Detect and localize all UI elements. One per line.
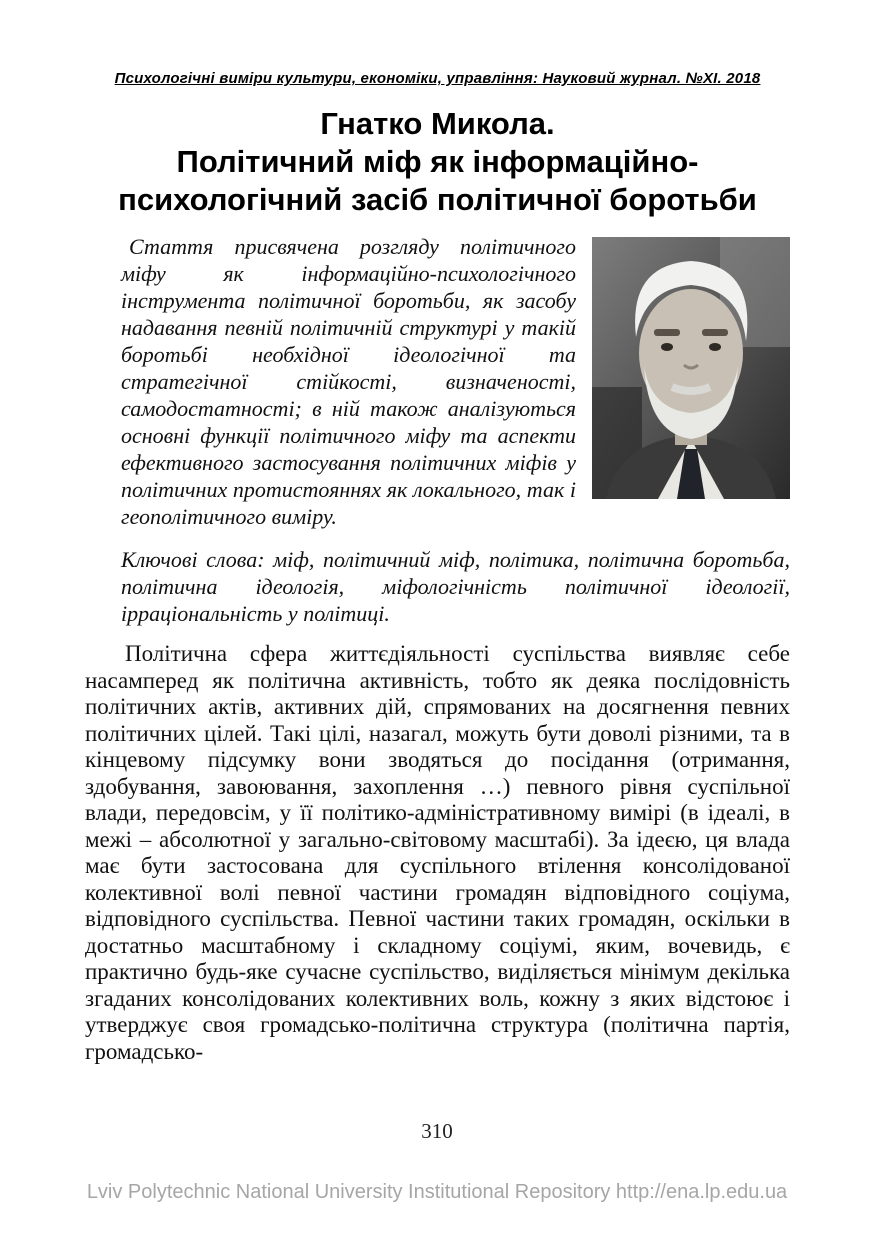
keywords-text: Ключові слова: міф, політичний міф, політика, політична боротьба, політична ідеологія, міфологічність політичної ідеології, ірраціональність у політиці.	[121, 547, 790, 626]
article-author: Гнатко Микола.	[320, 106, 555, 141]
abstract-text: Стаття присвячена розгляду політичного міфу як інформаційно-психологічного інструмента політичної боротьби, як засобу надавання певній політичній структурі у такій боротьбі необхідної ідеологічної та стратегічної стійкості, визначеності, самодостатності; в ній також аналізуються основні функції політичного міфу та аспекти ефективного застосування політичних міфів у політичних протистояннях як локального, так і геополітичного виміру.	[121, 234, 576, 529]
left-eyebrow	[654, 329, 680, 336]
author-portrait-graphic	[592, 237, 790, 499]
mustache	[672, 387, 710, 391]
running-head: Психологічні виміри культури, економіки, управління: Науковий журнал. №ХІ. 2018	[114, 70, 761, 87]
right-eyebrow	[702, 329, 728, 336]
right-eye	[709, 343, 721, 351]
page-number: 310	[421, 1119, 453, 1143]
left-eye	[661, 343, 673, 351]
article-title-text: Політичний міф як інформаційно-психологічний засіб політичної боротьби	[118, 144, 757, 217]
author-photo	[592, 237, 790, 499]
body-paragraph: Політична сфера життєдіяльності суспільства виявляє себе насамперед як політична активність, тобто як деяка послідовність політичних актів, активних дій, спрямованих на досягнення певних політичних цілей. Такі цілі, назагал, можуть бути доволі різними, та в кінцевому підсумку вони зводяться до посідання (отримання, здобування, завоювання, захоплення …) певного рівня суспільної влади, передовсім, у її політико-адміністративному вимірі (в ідеалі, в межі – абсолютної у загально-світовому масштабі). За ідеєю, ця влада має бути застосована для суспільного втілення консолідованої колективної волі певної частини громадян відповідного соціума, відповідного суспільства. Певної частини таких громадян, оскільки в достатньо масштабному і складному соціумі, яким, вочевидь, є практично будь-яке сучасне суспільство, виділяється мінімум декілька згаданих консолідованих колективних воль, кожну з яких відстоює і утверджує своя громадсько-політична структура (політична партія, громадсько-	[85, 641, 790, 1064]
abstract-block	[121, 233, 790, 530]
repository-footer: Lviv Polytechnic National University Institutional Repository http://ena.lp.edu.ua	[86, 1181, 788, 1203]
article-title	[85, 105, 790, 219]
